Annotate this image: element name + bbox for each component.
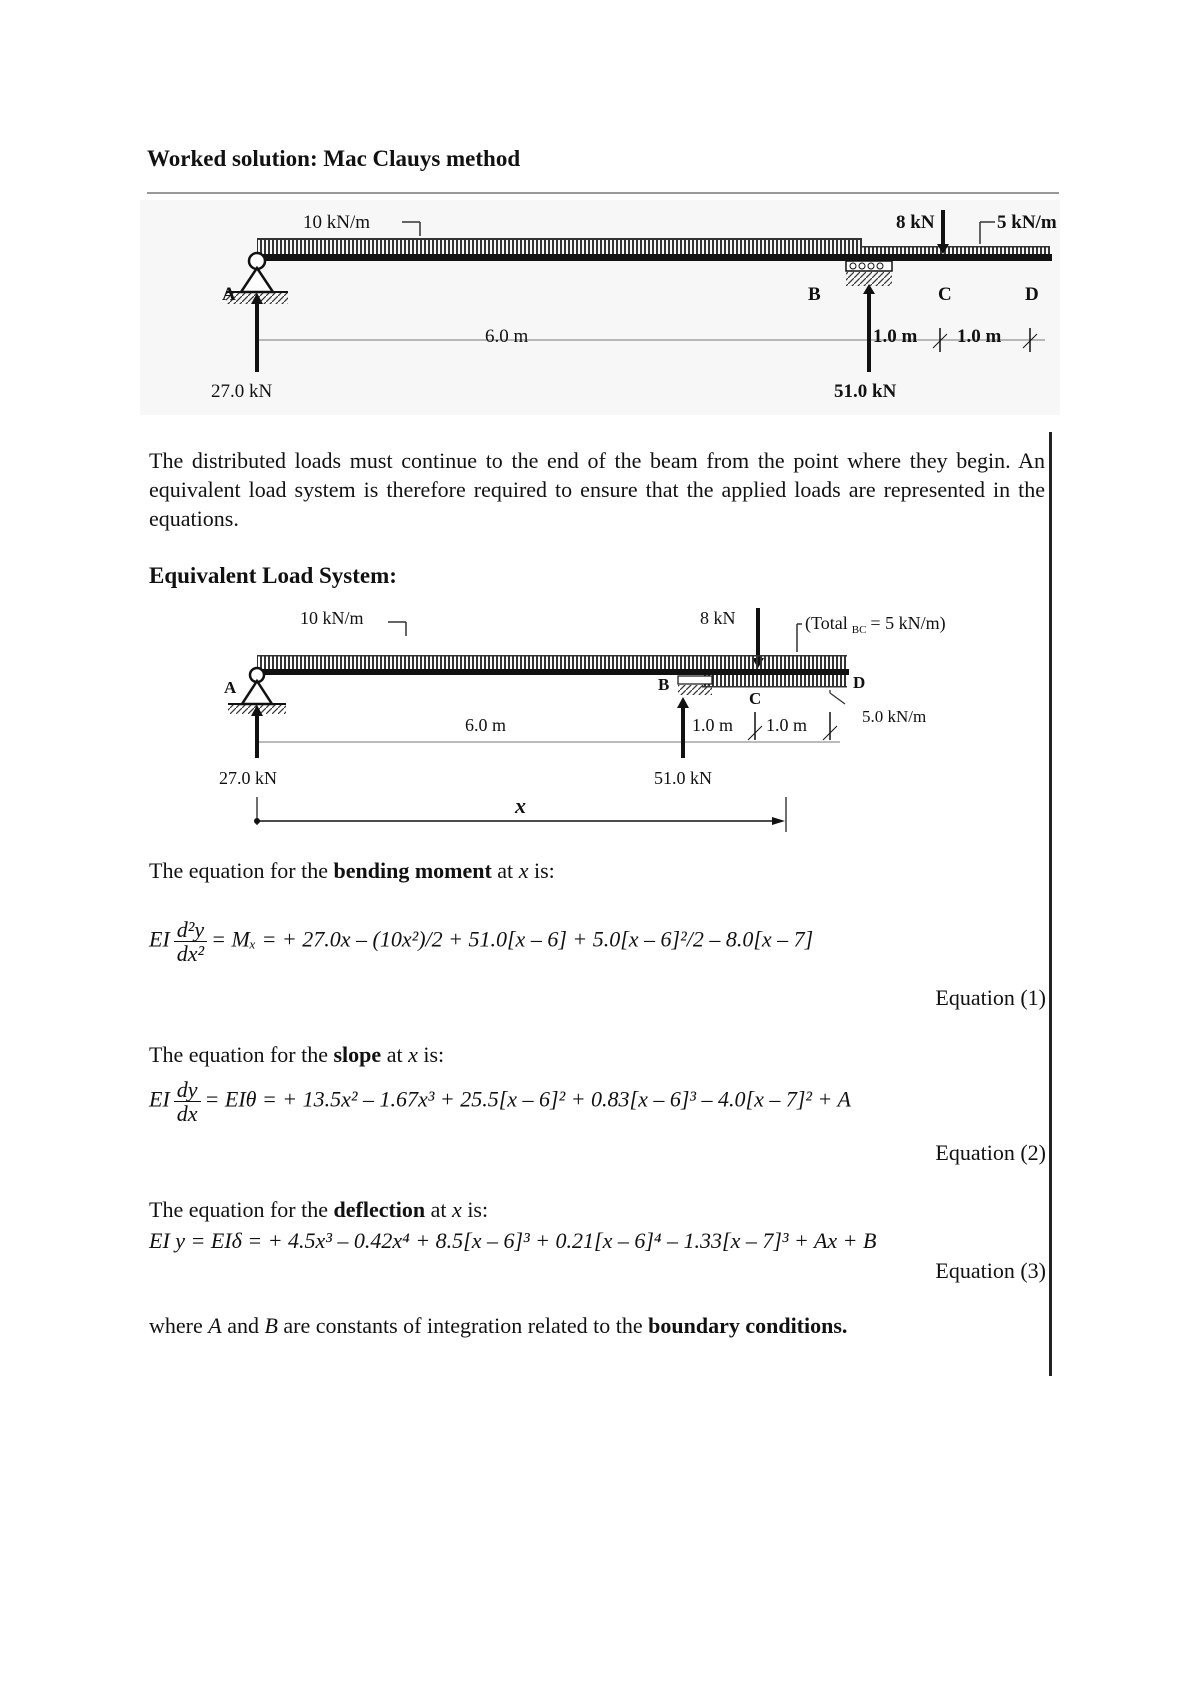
span-ab-label: 6.0 m — [485, 326, 529, 347]
beam-diagram-equivalent — [140, 600, 1000, 840]
eq-udl-down-block — [257, 655, 847, 669]
eq-beam — [255, 669, 849, 675]
equation-3-label: Equation (3) — [935, 1258, 1046, 1283]
intro-paragraph: The distributed loads must continue to the end of the beam from the point where they begin. An equivalent load system is therefore required to ensure that the applied loads are represented in the equations. — [149, 448, 1045, 531]
slope-equation: EI $\frac{dy}{dx}$ = EIθ = + 13.5x² – 1.67x³ + 25.5[x – 6]² + 0.83[x – 6]³ – 4.0[x – 7]² + A — [149, 1077, 851, 1127]
reaction-a-label: 27.0 kN — [211, 381, 273, 402]
point-load-label: 8 kN — [896, 212, 935, 233]
reaction-b-label: 51.0 kN — [834, 381, 897, 402]
eq-udl-up-block — [702, 675, 847, 687]
title-divider — [147, 192, 1059, 194]
eq-node-a-label: A — [224, 678, 237, 697]
total-note: (Total $_{BC}$ = 5 kN/m) — [805, 613, 946, 636]
equivalent-heading: Equivalent Load System: — [149, 563, 397, 588]
right-margin-bar — [1049, 432, 1052, 1376]
eq-pin-support-a — [242, 681, 272, 704]
node-a-label: A — [222, 284, 236, 305]
node-d-label: D — [1025, 284, 1039, 305]
eq-reaction-b-label: 51.0 kN — [654, 768, 712, 788]
bending-equation: EI $\frac{\text{d²y}}{\text{dx²}}$ = Mₓ = + 27.0x – (10x²)/2 + 51.0[x – 6] + 5.0[x – 6]²/2 – 8.0[x – 7] — [149, 917, 814, 967]
x-label: x — [515, 793, 526, 818]
equation-1-label: Equation (1) — [935, 985, 1046, 1010]
udl-left-label: 10 kN/m — [303, 212, 371, 233]
deflection-equation: EI y = EIδ = + 4.5x³ – 0.42x⁴ + 8.5[x – 6]³ + 0.21[x – 6]⁴ – 1.33[x – 7]³ + Ax + B — [149, 1228, 877, 1253]
eq-span-ab-label: 6.0 m — [465, 715, 507, 735]
beam-diagram-original — [140, 200, 1060, 415]
eq-reaction-a-label: 27.0 kN — [219, 768, 277, 788]
eq-node-d-label: D — [853, 673, 866, 692]
span-cd-label: 1.0 m — [957, 326, 1002, 347]
roller-support-b — [846, 272, 892, 286]
page-title: Worked solution: Mac Clauys method — [147, 146, 521, 171]
bending-intro: The equation for the bending moment at x is: — [149, 858, 555, 883]
udl-right-label: 5 kN/m — [997, 212, 1057, 233]
slope-intro: The equation for the slope at x is: — [149, 1042, 445, 1067]
equation-2-label: Equation (2) — [935, 1140, 1046, 1165]
eq-reaction-b-arrow — [677, 697, 689, 708]
eq-node-b-label: B — [658, 675, 670, 694]
eq-span-cd-label: 1.0 m — [766, 715, 808, 735]
eq-node-c-label: C — [749, 689, 762, 708]
closing-sentence: where A and B are constants of integration related to the boundary conditions. — [149, 1313, 848, 1338]
beam — [255, 254, 1052, 261]
node-c-label: C — [938, 284, 952, 305]
deflection-intro: The equation for the deflection at x is: — [149, 1197, 489, 1222]
span-bc-label: 1.0 m — [873, 326, 918, 347]
upward-udl-label: 5.0 kN/m — [862, 707, 927, 726]
udl-10-block — [257, 238, 862, 254]
eq-span-bc-label: 1.0 m — [692, 715, 734, 735]
eq-udl-left-label: 10 kN/m — [300, 608, 364, 628]
node-b-label: B — [808, 284, 821, 305]
eq-roller-support-b — [678, 685, 712, 695]
eq-point-load-label: 8 kN — [700, 608, 736, 628]
